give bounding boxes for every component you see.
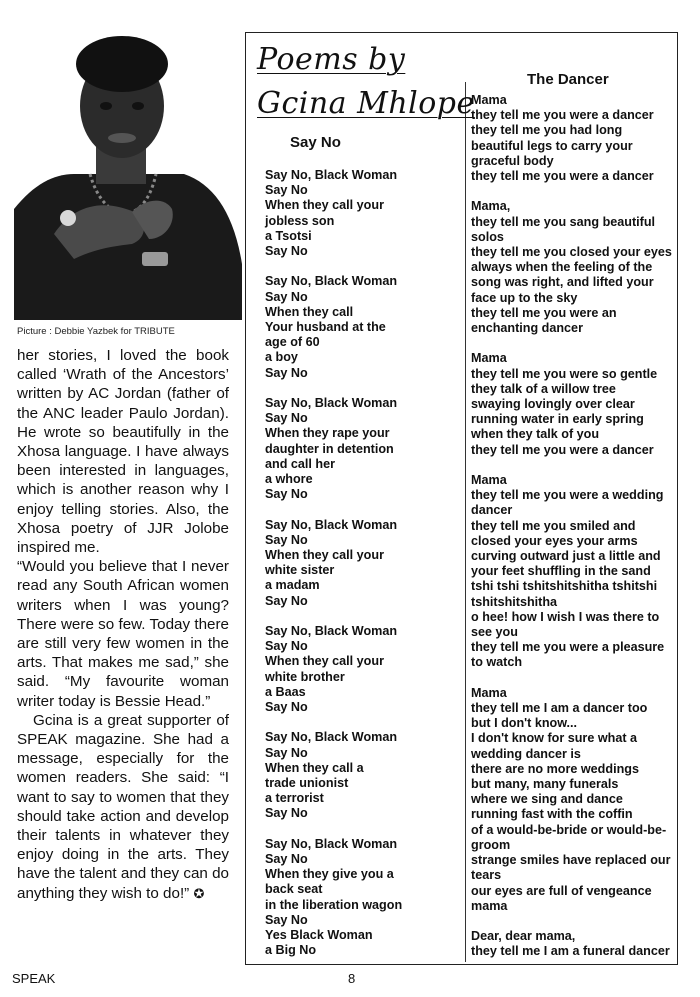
poem-title-the-dancer: The Dancer	[527, 71, 609, 88]
poem-line: When they call your	[265, 548, 384, 563]
poem-line: Say No, Black Woman	[265, 396, 398, 411]
poem-stanza	[471, 929, 672, 959]
poem-line: but many, many funerals	[471, 777, 619, 792]
poem-line: a Tsotsi	[265, 228, 312, 243]
poem-line: enchanting dancer	[471, 321, 583, 336]
poem-line: tears	[471, 868, 502, 883]
poem-line: Say No	[265, 289, 308, 304]
poem-line: Say No	[265, 806, 308, 821]
poem-line: Say No	[265, 700, 308, 715]
poem-line: back seat	[265, 882, 323, 897]
poem-line: running water in early spring	[471, 412, 644, 427]
poem-line: they tell me you were an	[471, 305, 617, 320]
poem-line: closed your eyes your arms	[471, 533, 638, 548]
poem-line: When they call	[265, 304, 354, 319]
poem-line: when they talk of you	[471, 427, 600, 442]
poem-line: but I don't know...	[471, 716, 578, 731]
poem-line: face up to the sky	[471, 290, 578, 305]
poem-stanza	[265, 518, 402, 609]
poem-stanza	[265, 730, 402, 821]
poem-line: When they give you a	[265, 867, 394, 882]
poem-line: there are no more weddings	[471, 761, 639, 776]
poem-line: a boy	[265, 350, 298, 365]
poem-stanza	[471, 473, 672, 671]
poem-stanza	[471, 351, 672, 457]
end-of-article-icon: ✪	[193, 885, 205, 901]
photo-caption: Picture : Debbie Yazbek for TRIBUTE	[17, 326, 175, 337]
poem-line: they tell me you had long	[471, 123, 623, 138]
poem-line: beautiful legs to carry your	[471, 138, 633, 153]
poem-line: Say No	[265, 365, 308, 380]
poem-line: daughter in detention	[265, 441, 394, 456]
poem-line: see you	[471, 625, 518, 640]
poem-line: they tell me you were a dancer	[471, 442, 654, 457]
poem-line: always when the feeling of the	[471, 260, 653, 275]
poem-line: they tell me you were a dancer	[471, 108, 654, 123]
poem-line: Mama	[471, 351, 507, 366]
portrait-photo	[14, 34, 242, 320]
poem-line: Mama	[471, 685, 507, 700]
poem-line: they tell me you were a wedding	[471, 488, 664, 503]
poem-line: Mama	[471, 473, 507, 488]
poem-line: age of 60	[265, 335, 320, 350]
poem-line: and call her	[265, 456, 335, 471]
poem-line: Say No	[265, 487, 308, 502]
poem-line: Say No, Black Woman	[265, 274, 398, 289]
poem-line: Yes Black Woman	[265, 928, 373, 943]
poem-line: they talk of a willow tree	[471, 381, 616, 396]
poem-say-no	[265, 168, 402, 974]
poem-line: song was right, and lifted your	[471, 275, 654, 290]
poem-line: white brother	[265, 669, 345, 684]
article-text-column	[17, 346, 229, 903]
poem-title-say-no: Say No	[290, 134, 341, 151]
poem-line: they tell me you were so gentle	[471, 366, 658, 381]
poem-line: they tell me I am a dancer too	[471, 701, 648, 716]
poem-line: o hee! how I wish I was there to	[471, 609, 660, 624]
poem-line: to watch	[471, 655, 523, 670]
poem-stanza	[265, 274, 402, 380]
poem-line: Say No	[265, 411, 308, 426]
poem-line: jobless son	[265, 213, 335, 228]
poem-line: Say No	[265, 912, 308, 927]
poem-stanza	[265, 168, 402, 259]
poem-line: When they call your	[265, 198, 384, 213]
poem-line: they tell me you closed your eyes	[471, 245, 672, 260]
poem-stanza	[471, 93, 672, 184]
poem-line: they tell me you smiled and	[471, 518, 636, 533]
poem-line: Dear, dear mama,	[471, 929, 576, 944]
poem-line: they tell me you sang beautiful	[471, 214, 656, 229]
poem-line: When they call your	[265, 654, 384, 669]
poem-line: Say No	[265, 244, 308, 259]
column-divider	[465, 82, 466, 962]
poem-line: When they rape your	[265, 426, 390, 441]
magazine-name: SPEAK	[12, 971, 56, 986]
article-paragraph-text: Gcina is a great supporter of SPEAK magazine. She had a message, especially for the women readers. She said: “I want to say to women that they should take action and develop their talents in whatever they enjoy doing in the arts. They have the talent and they can do anything they wish to do!”	[17, 711, 229, 902]
poem-line: Say No	[265, 852, 308, 867]
poem-line: solos	[471, 229, 504, 244]
poem-the-dancer	[471, 93, 672, 975]
poem-line: a Big No	[265, 943, 317, 958]
poem-line: graceful body	[471, 153, 554, 168]
feature-title-line1: Poems by	[257, 42, 406, 77]
poem-line: Say No	[265, 532, 308, 547]
poem-line: they tell me you were a dancer	[471, 169, 654, 184]
poem-line: of a would-be-bride or would-be-	[471, 822, 667, 837]
poem-line: tshitshitshitha	[471, 594, 558, 609]
poem-stanza	[471, 686, 672, 914]
poem-line: a whore	[265, 472, 313, 487]
poem-line: wedding dancer is	[471, 746, 581, 761]
poem-line: curving outward just a little and	[471, 549, 661, 564]
poem-stanza	[265, 837, 402, 959]
poem-line: Mama	[471, 93, 507, 107]
poem-line: white sister	[265, 563, 335, 578]
poem-line: in the liberation wagon	[265, 897, 403, 912]
poem-line: a Baas	[265, 684, 306, 699]
poem-stanza	[265, 624, 402, 715]
poem-line: Your husband at the	[265, 320, 386, 335]
poem-line: they tell me you were a pleasure	[471, 640, 665, 655]
poem-line: dancer	[471, 503, 513, 518]
poem-line: where we sing and dance	[471, 792, 623, 807]
poem-line: tshi tshi tshitshitshitha tshitshi	[471, 579, 658, 594]
article-paragraph	[17, 711, 229, 903]
feature-title	[257, 38, 475, 126]
poem-line: Say No	[265, 593, 308, 608]
poem-line: groom	[471, 837, 511, 852]
feature-title-line2: Gcina Mhlope	[257, 86, 475, 121]
poem-line: Say No	[265, 745, 308, 760]
poem-line: Say No, Black Woman	[265, 836, 398, 851]
poem-line: a madam	[265, 578, 320, 593]
poem-line: Say No	[265, 183, 308, 198]
poem-stanza	[265, 396, 402, 502]
page-number: 8	[348, 971, 356, 986]
poem-line: Mama,	[471, 199, 511, 214]
poem-line: Say No, Black Woman	[265, 168, 398, 182]
poem-line: When they call a	[265, 760, 364, 775]
poem-line: trade unionist	[265, 776, 349, 791]
poem-line: a terrorist	[265, 791, 324, 806]
poem-line: Say No, Black Woman	[265, 730, 398, 745]
poem-line: Say No	[265, 639, 308, 654]
poem-line: they tell me I am a funeral dancer	[471, 944, 670, 959]
poem-stanza	[471, 199, 672, 336]
poem-line: Say No, Black Woman	[265, 517, 398, 532]
article-paragraph: “Would you believe that I never read any South African women writers when I was young? There were so few. Today there are still very few women in the arts. That makes me sad,” she said. “My favourite woman writer today is Bessie Head.”	[17, 558, 229, 710]
poem-line: I don't know for sure what a	[471, 731, 638, 746]
poem-line: our eyes are full of vengeance	[471, 883, 652, 898]
poem-line: Say No, Black Woman	[265, 624, 398, 639]
poem-line: strange smiles have replaced our	[471, 853, 671, 868]
poem-line: mama	[471, 898, 508, 913]
poem-line: swaying lovingly over clear	[471, 397, 635, 412]
poem-line: running fast with the coffin	[471, 807, 633, 822]
poem-line: your feet shuffling in the sand	[471, 564, 651, 579]
article-paragraph: her stories, I loved the book called ‘Wrath of the Ancestors’ written by AC Jordan (father of the ANC leader Paulo Jordan). He wrote so beautifully in the Xhosa language. I have always been interested in languages, which is another reason why I enjoy telling stories. Also, the Xhosa poetry of JJR Jolobe inspired me.	[17, 347, 229, 557]
